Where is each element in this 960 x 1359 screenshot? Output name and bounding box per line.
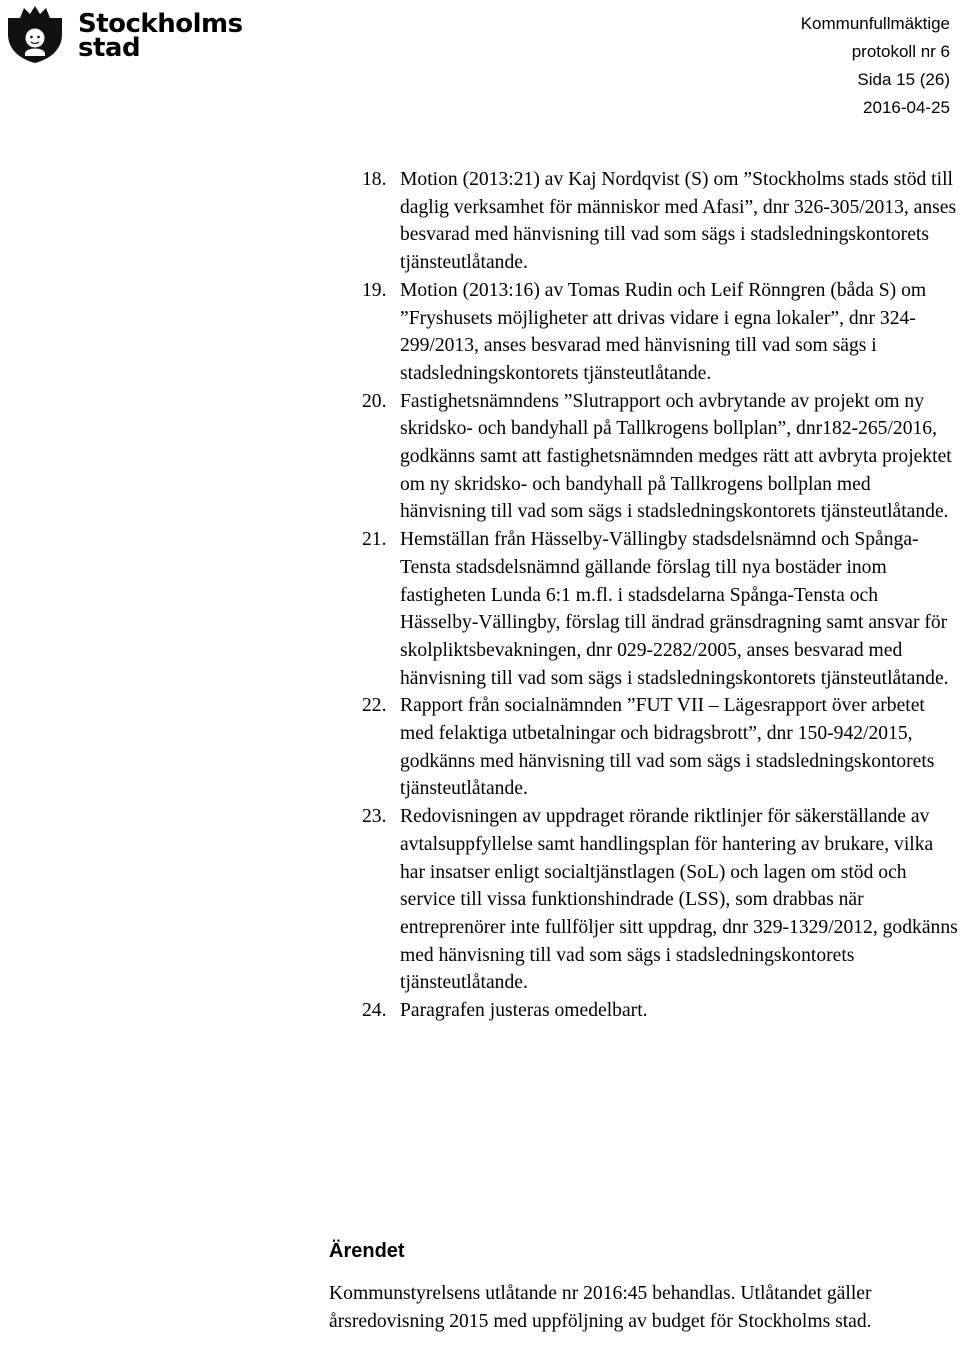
item-number: 22. [362, 695, 387, 717]
item-text: Rapport från socialnämnden ”FUT VII – Lägesrapport över arbetet med felaktiga utbetalningar och bidragsbrott”, dnr 150-942/2015, godkänns med hänvisning till vad som sägs i stadsledningskontorets tjänsteutlåtande. [400, 695, 935, 800]
item-number: 19. [362, 279, 387, 301]
list-item [362, 277, 960, 388]
item-text: Motion (2013:21) av Kaj Nordqvist (S) om ”Stockholms stads stöd till daglig verksamhet för människor med Afasi”, dnr 326-305/2013, anses besvarad med hänvisning till vad som sägs i stadsledningskontorets tjänsteutlåtande. [400, 169, 957, 274]
item-number: 24. [362, 1000, 387, 1022]
item-text: Paragrafen justeras omedelbart. [400, 1000, 648, 1022]
item-number: 20. [362, 390, 387, 412]
section-paragraph: Kommunstyrelsens utlåtande nr 2016:45 behandlas. Utlåtandet gäller årsredovisning 2015 med uppföljning av budget för Stockholms stad. [329, 1283, 872, 1332]
document-header [801, 10, 950, 122]
logo-text-line1: Stockholms [78, 9, 243, 39]
item-text: Redovisningen av uppdraget rörande riktlinjer för säkerställande av avtalsuppfyllelse samt handlingsplan för hantering av brukare, vilka har insatser enligt socialtjänstlagen (SoL) och lagen om stöd och service till vissa funktionshindrade (LSS), som drabbas när entreprenörer inte fullföljer sitt uppdrag, dnr 329-1329/2012, godkänns med hänvisning till vad som sägs i stadsledningskontorets tjänsteutlåtande. [400, 806, 958, 994]
section-heading: Ärendet [329, 1240, 405, 1262]
decision-list [362, 166, 960, 1025]
list-item [362, 526, 960, 692]
list-item [362, 803, 960, 997]
item-number: 18. [362, 169, 387, 190]
list-item [362, 388, 960, 527]
list-item [362, 997, 960, 1025]
crest-icon [4, 4, 66, 64]
list-item [362, 166, 960, 277]
header-line-2: protokoll nr 6 [851, 42, 950, 61]
item-text: Fastighetsnämndens ”Slutrapport och avbrytande av projekt om ny skridsko- och bandyhall på Tallkrogens bollplan”, dnr182-265/2016, godkänns samt att fastighetsnämnden medges rätt att avbryta projektet om ny skridsko- och bandyhall på Tallkrogens bollplan med hänvisning till vad som sägs i stadsledningskontorets tjänsteutlåtande. [400, 390, 952, 523]
logo-text-line2: stad [78, 33, 141, 63]
header-line-1: Kommunfullmäktige [800, 14, 950, 33]
item-text: Motion (2013:16) av Tomas Rudin och Leif Rönngren (båda S) om ”Fryshusets möjligheter att drivas vidare i egna lokaler”, dnr 324-299/2013, anses besvarad med hänvisning till vad som sägs i stadsledningskontorets tjänsteutlåtande. [400, 279, 927, 384]
item-text: Hemställan från Hässelby-Vällingby stadsdelsnämnd och Spånga-Tensta stadsdelsnämnd gällande förslag till nya bostäder inom fastigheten Lunda 6:1 m.fl. i stadsdelarna Spånga-Tensta och Hässelby-Vällingby, förslag till ändrad gränsdragning samt ansvar för skolpliktsbevakningen, dnr 029-2282/2005, anses besvarad med hänvisning till vad som sägs i stadsledningskontorets tjänsteutlåtande. [400, 529, 949, 689]
list-item [362, 692, 960, 803]
item-number: 23. [362, 806, 387, 828]
header-line-4: 2016-04-25 [863, 98, 950, 117]
item-number: 21. [362, 529, 387, 551]
header-line-3: Sida 15 (26) [857, 70, 950, 89]
stockholms-stad-logo [4, 4, 243, 64]
